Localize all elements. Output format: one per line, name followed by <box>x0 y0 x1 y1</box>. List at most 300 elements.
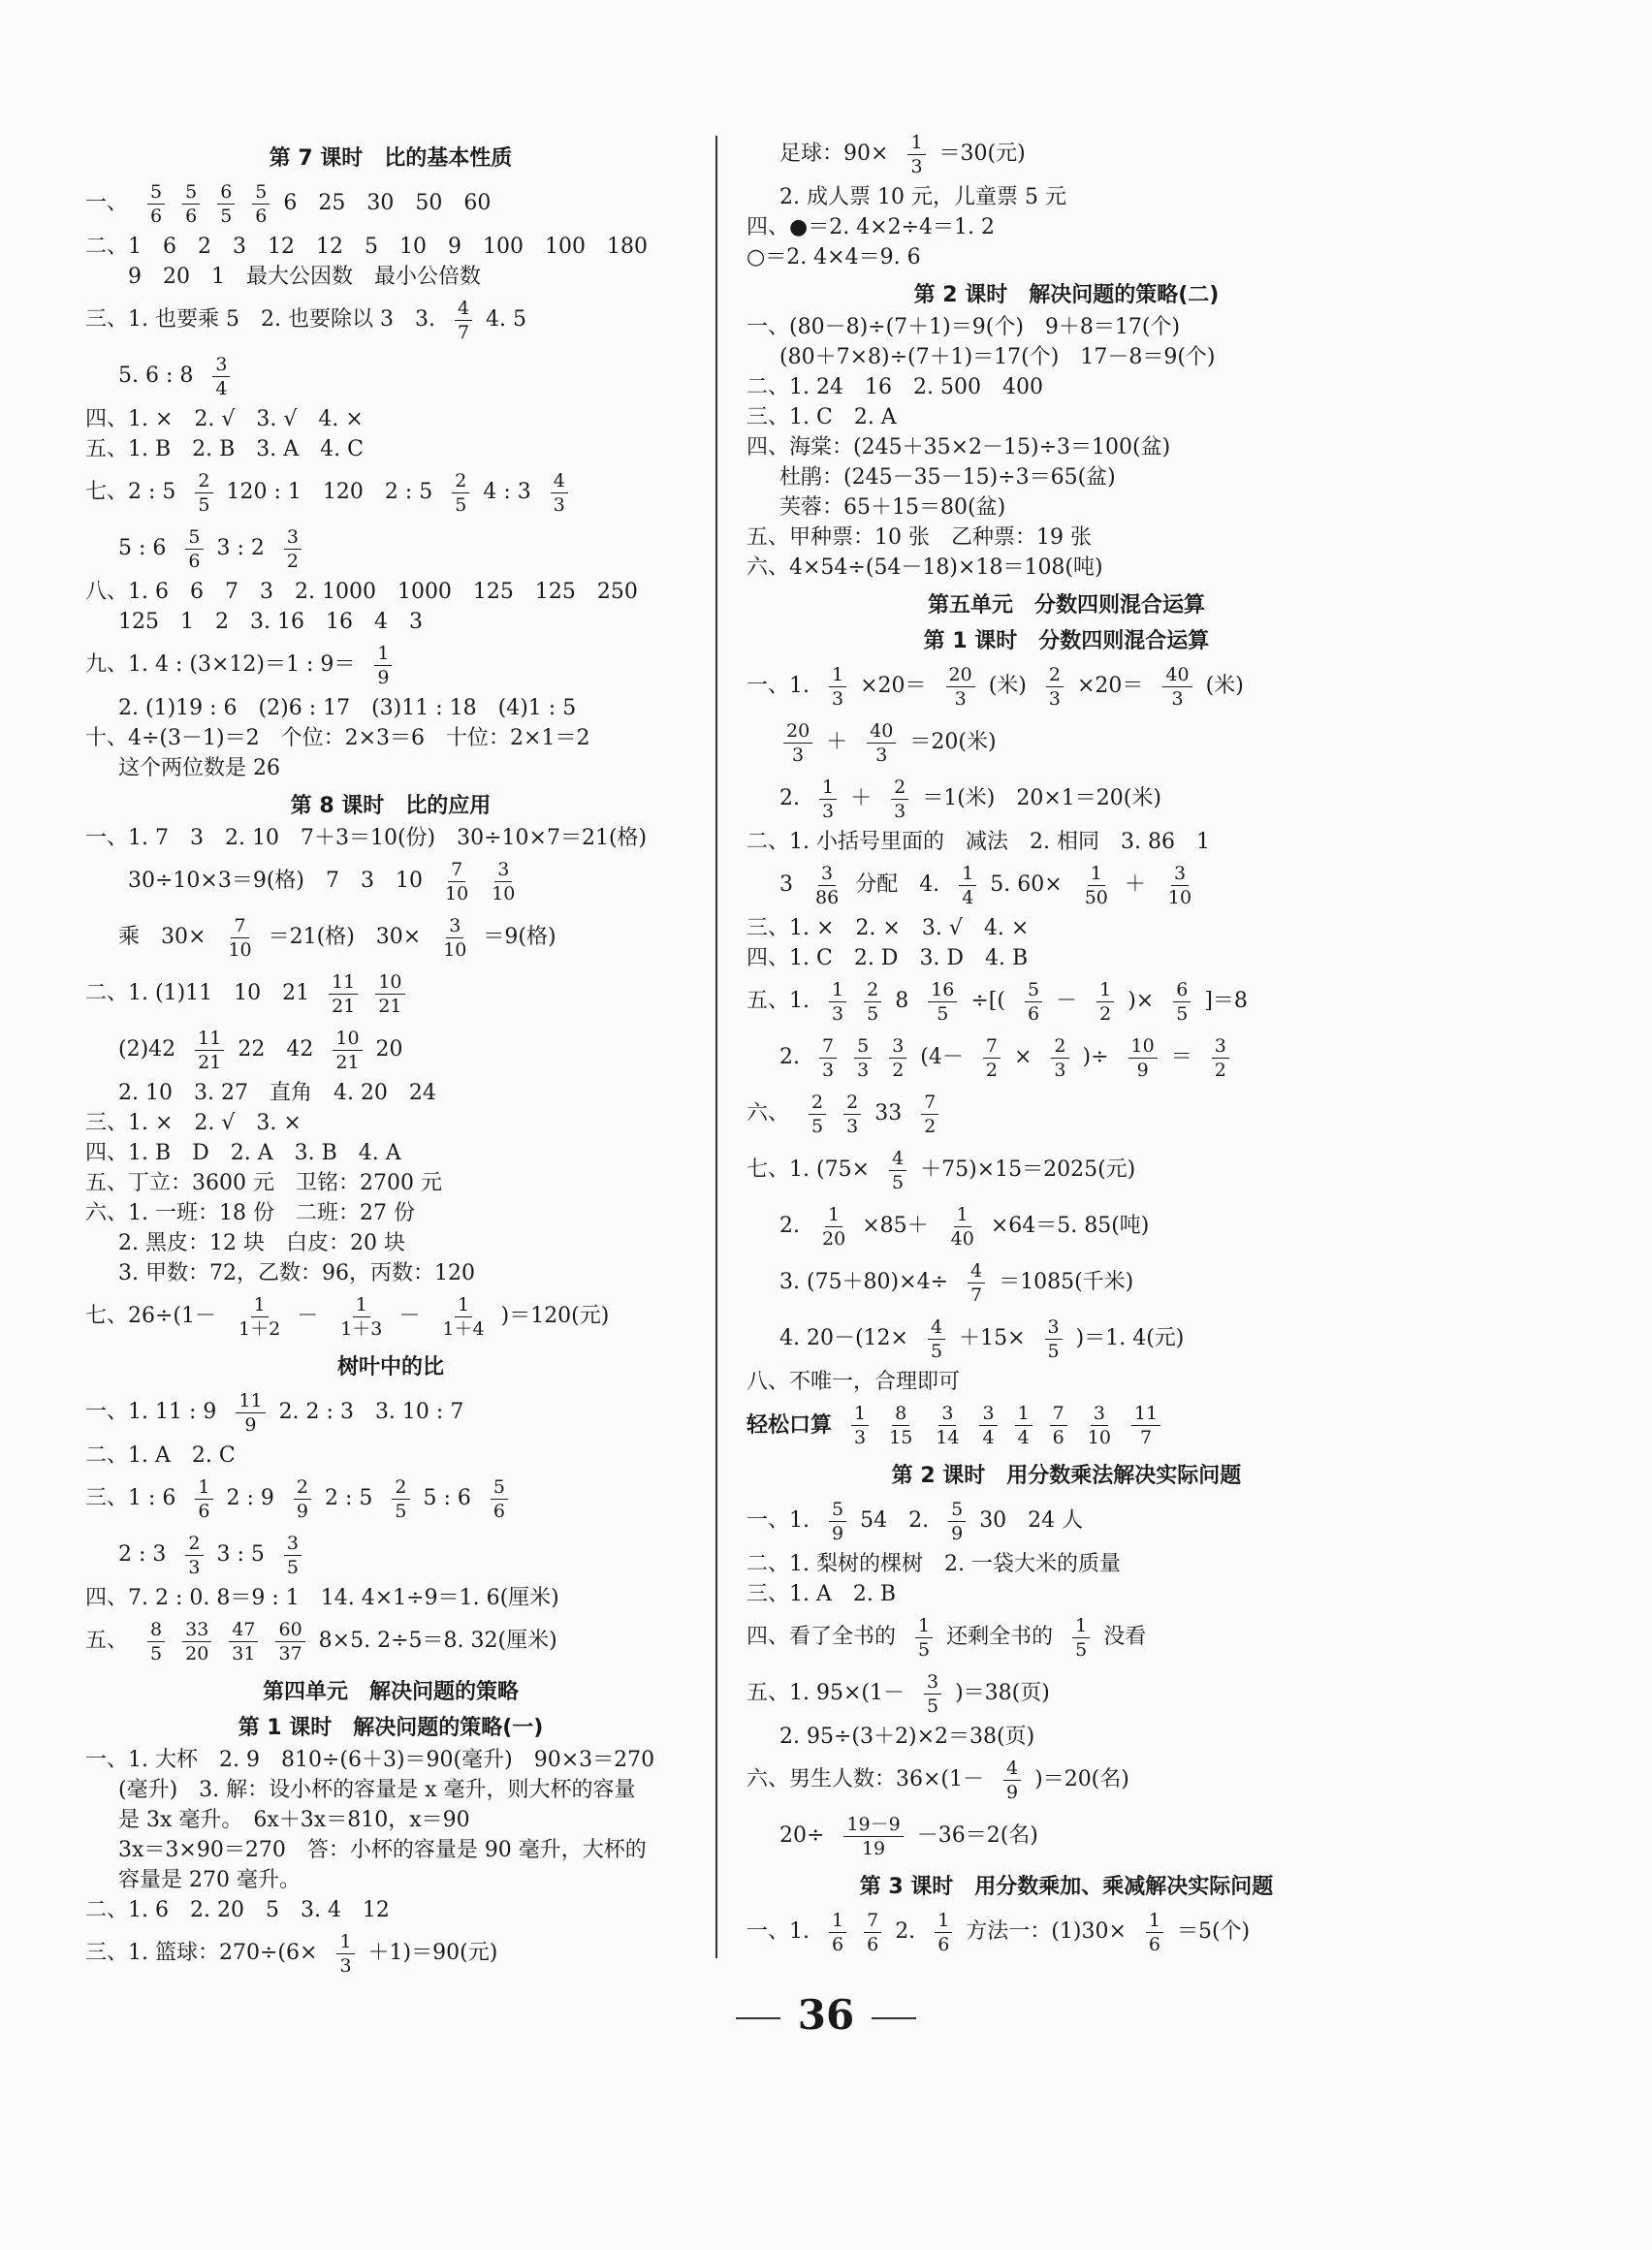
denominator: 5 <box>220 205 233 227</box>
denominator: 3 <box>954 687 967 710</box>
fraction-group <box>208 355 243 398</box>
fraction <box>452 471 469 515</box>
fraction-group <box>860 980 895 1024</box>
fraction-group <box>329 1029 375 1072</box>
denominator: 6 <box>1052 1426 1064 1448</box>
denominator: 14 <box>936 1426 960 1448</box>
numerator: 3 <box>212 355 230 377</box>
answer-text: 30 24 人 <box>979 1508 1084 1533</box>
answer-text: 二、1. (1)11 10 21 <box>85 981 310 1005</box>
fraction-group <box>825 980 860 1024</box>
fraction <box>1096 980 1114 1024</box>
fraction-group <box>438 860 485 903</box>
numerator: 3 <box>1212 1036 1229 1059</box>
numerator: 7 <box>231 916 248 938</box>
denominator: 3 <box>854 1426 867 1448</box>
numerator: 7 <box>921 1093 938 1115</box>
answer-line: 三、1. × 2. √ 3. × <box>85 1110 302 1135</box>
answer-text: 五、1. 95×(1－ <box>747 1681 905 1705</box>
denominator: 3 <box>188 1556 201 1578</box>
fraction-group <box>191 1477 226 1521</box>
answer-line: (毫升) 3. 解：设小杯的容量是 x 毫升，则大杯的容量 <box>118 1777 636 1802</box>
answer-line: 四、7. 2 : 0. 8＝9 : 1 14. 4×1÷9＝1. 6(厘米) <box>85 1585 559 1610</box>
fraction <box>864 980 881 1024</box>
answer-line: 一、1. 7 3 2. 10 7＋3＝10(份) 30÷10×7＝21(格) <box>85 825 648 850</box>
fraction-group <box>1169 980 1204 1024</box>
denominator: 6 <box>255 205 268 227</box>
numerator: 5 <box>182 182 200 205</box>
fraction <box>392 1477 409 1521</box>
fraction <box>440 916 469 960</box>
answer-line <box>747 973 1386 1030</box>
answer-line: 三、1. A 2. B <box>747 1581 897 1606</box>
fraction-group <box>917 1093 952 1136</box>
fraction <box>819 1205 848 1249</box>
answer-line: 二、1 6 2 3 12 12 5 10 9 100 100 180 <box>85 234 648 259</box>
answer-text: 一、1. <box>747 674 810 698</box>
numerator: 4 <box>455 299 472 321</box>
fraction-group <box>779 721 826 765</box>
numerator: 1 <box>851 1404 869 1426</box>
section-title: 树叶中的比 <box>336 1355 444 1379</box>
numerator: 33 <box>182 1620 211 1642</box>
fraction-group <box>370 644 405 687</box>
fraction-group <box>911 1616 946 1660</box>
fraction <box>891 777 908 821</box>
numerator: 1 <box>907 133 925 155</box>
fraction <box>195 1029 224 1072</box>
denominator: 6 <box>492 1500 505 1522</box>
denominator: 15 <box>889 1426 913 1448</box>
fraction-group <box>944 1500 979 1543</box>
denominator: 4 <box>1017 1426 1030 1448</box>
answer-text: 一、1. <box>747 1508 810 1533</box>
denominator: 3 <box>339 1954 352 1977</box>
section-title: 第五单元 分数四则混合运算 <box>927 593 1205 618</box>
numerator: 7 <box>983 1036 1001 1059</box>
fraction-group <box>840 1815 916 1858</box>
answer-line: 3x＝3×90＝270 答：小杯的容量是 90 毫升，大杯的 <box>118 1837 647 1862</box>
answer-text: 四、看了全书的 <box>747 1625 897 1649</box>
fraction <box>1128 1036 1158 1080</box>
fraction <box>1015 1404 1032 1447</box>
numerator: 3 <box>938 1404 956 1426</box>
fraction <box>819 777 837 821</box>
answer-text: 2. 2 : 3 3. 10 : 7 <box>278 1400 464 1424</box>
answer-line: 二、1. 6 2. 20 5 3. 4 12 <box>85 1897 390 1922</box>
fraction-group <box>815 1205 862 1249</box>
answer-text: )× <box>1128 989 1155 1013</box>
fraction <box>195 471 212 515</box>
denominator: 5 <box>455 493 467 516</box>
page-number-text: 36 <box>797 1991 855 2039</box>
answer-text: 3 : 5 <box>216 1542 265 1567</box>
fraction-group <box>979 1036 1014 1080</box>
fraction-group <box>371 972 418 1016</box>
answer-text: 六、 <box>747 1101 790 1125</box>
denominator: 5 <box>867 1002 879 1025</box>
fraction <box>928 980 957 1024</box>
denominator: 9 <box>1006 1781 1019 1803</box>
numerator: 2 <box>185 1534 203 1556</box>
answer-line: 容量是 270 毫升。 <box>118 1867 301 1892</box>
fraction-group <box>825 1500 860 1543</box>
fraction-group <box>885 1036 920 1080</box>
answer-line: (80＋7×8)÷(7＋1)＝17(个) 17－8＝9(个) <box>779 344 1216 369</box>
fraction-group <box>547 471 582 515</box>
fraction-group <box>850 1036 885 1080</box>
denominator: 10 <box>1087 1426 1111 1448</box>
fraction-group <box>904 133 938 176</box>
denominator: 3 <box>1054 1059 1066 1081</box>
fraction <box>924 1672 941 1716</box>
fraction <box>889 1149 906 1192</box>
fraction <box>1051 1036 1068 1080</box>
answer-text: ＝ <box>1170 1045 1192 1069</box>
numerator: 2 <box>392 1477 409 1500</box>
section-title: 第 2 课时 解决问题的策略(二) <box>913 283 1220 307</box>
fraction-group <box>181 1534 216 1577</box>
answer-text: 七、26÷(1－ <box>85 1304 217 1328</box>
answer-line: 这个两位数是 26 <box>118 755 280 780</box>
fraction-group <box>178 1620 225 1664</box>
answer-text: ＝1(米) 20×1＝20(米) <box>922 786 1161 810</box>
answer-line: 四、●＝2. 4×2÷4＝1. 2 <box>747 214 996 239</box>
denominator: 5 <box>937 1002 949 1025</box>
denominator: 6 <box>150 205 163 227</box>
fraction <box>1165 864 1194 907</box>
answer-line <box>747 714 1386 771</box>
fraction <box>889 1036 906 1080</box>
answer-line <box>85 521 696 577</box>
fraction-group <box>221 916 268 960</box>
numerator: 1 <box>1146 1911 1163 1933</box>
answer-text: 三、1 : 6 <box>85 1486 176 1510</box>
denominator: 10 <box>1167 886 1192 908</box>
denominator: 21 <box>332 995 356 1017</box>
numerator: 7 <box>448 860 465 882</box>
fraction-group <box>451 299 486 342</box>
numerator: 3 <box>446 916 463 938</box>
fraction <box>867 721 896 765</box>
fraction <box>217 182 235 226</box>
denominator: 37 <box>278 1642 302 1664</box>
answer-text: ]＝8 <box>1204 989 1248 1013</box>
answer-text: － <box>1056 989 1078 1013</box>
fraction <box>439 1295 487 1339</box>
numerator: 10 <box>333 1029 362 1051</box>
numerator: 1 <box>1088 864 1105 886</box>
answer-line <box>747 1254 1386 1311</box>
answer-text: 5 : 6 <box>423 1486 471 1510</box>
numerator: 1 <box>1015 1404 1032 1426</box>
denominator: 2 <box>1214 1059 1226 1081</box>
answer-text: － <box>297 1304 319 1328</box>
fraction-group <box>232 1391 278 1435</box>
answer-line: 一、1. 大杯 2. 9 810÷(6＋3)＝90(毫升) 90×3＝270 <box>85 1747 655 1772</box>
numerator: 40 <box>867 721 896 744</box>
answer-text: ＝21(格) 30× <box>268 925 422 949</box>
numerator: 1 <box>825 1205 842 1227</box>
denominator: 19 <box>861 1837 886 1859</box>
denominator: 20 <box>185 1642 209 1664</box>
numerator: 8 <box>147 1620 165 1642</box>
answer-text: 乘 30× <box>118 925 206 949</box>
numerator: 2 <box>1046 665 1064 687</box>
numerator: 3 <box>1091 1404 1108 1426</box>
fraction <box>275 1620 304 1664</box>
answer-line <box>85 348 696 404</box>
numerator: 10 <box>375 972 404 995</box>
numerator: 11 <box>329 972 358 995</box>
answer-text: ＝1085(千米) <box>999 1270 1134 1294</box>
section-title: 第 1 课时 解决问题的策略(一) <box>238 1716 544 1740</box>
fraction <box>1162 665 1191 709</box>
section-title: 第四单元 解决问题的策略 <box>262 1680 519 1704</box>
numerator: 2 <box>452 471 469 493</box>
numerator: 1 <box>829 665 846 687</box>
answer-line: 2. 95÷(3＋2)×2＝38(页) <box>779 1724 1035 1749</box>
answer-line <box>747 1665 1386 1722</box>
answer-text: 20 <box>375 1037 403 1062</box>
denominator: 2 <box>924 1115 937 1137</box>
fraction-group <box>924 1317 959 1361</box>
answer-line <box>747 771 1386 827</box>
fraction <box>1173 980 1191 1024</box>
answer-text: ＝20(米) <box>909 730 997 754</box>
answer-line <box>747 1030 1386 1086</box>
fraction-group <box>1093 980 1128 1024</box>
answer-line: 9 20 1 最大公因数 最小公倍数 <box>128 264 481 289</box>
fraction <box>783 721 812 765</box>
answer-line: 3. 甲数：72，乙数：96，丙数：120 <box>118 1260 475 1285</box>
answer-line <box>747 1397 1386 1453</box>
fraction-group <box>815 777 850 821</box>
fraction-group <box>1161 864 1208 907</box>
denominator: 5 <box>150 1642 163 1664</box>
answer-line <box>85 1925 696 1981</box>
answer-text: 3. (75＋80)×4÷ <box>779 1270 949 1294</box>
denominator: 3 <box>822 1059 835 1081</box>
answer-line <box>747 658 1386 714</box>
fraction <box>182 182 200 226</box>
answer-line: 二、1. 梨树的棵树 2. 一袋大米的质量 <box>747 1551 1121 1576</box>
fraction-group <box>448 471 483 515</box>
denominator: 86 <box>815 886 840 908</box>
numerator: 7 <box>819 1036 837 1059</box>
denominator: 31 <box>232 1642 256 1664</box>
numerator: 1 <box>336 1932 354 1954</box>
denominator: 21 <box>198 1051 222 1073</box>
fraction-group <box>860 1911 895 1954</box>
answer-line: 八、不唯一，合理即可 <box>747 1369 961 1394</box>
numerator: 20 <box>946 665 975 687</box>
answer-text: ＋ <box>850 786 873 810</box>
fraction-group <box>435 1295 500 1339</box>
fraction-group <box>885 1149 920 1192</box>
answer-text: 没看 <box>1103 1625 1147 1649</box>
denominator: 21 <box>335 1051 360 1073</box>
answer-text: (米) <box>988 674 1027 698</box>
numerator: 1 <box>353 1295 370 1317</box>
answer-text: 5. 6 : 8 <box>118 364 194 388</box>
fraction <box>1025 980 1042 1024</box>
numerator: 3 <box>284 527 302 550</box>
fraction <box>1003 1759 1021 1802</box>
numerator: 3 <box>284 1534 302 1556</box>
answer-line: 一、(80－8)÷(7＋1)＝9(个) 9＋8＝17(个) <box>747 314 1181 339</box>
denominator: 3 <box>875 744 888 766</box>
answer-line <box>747 1752 1386 1808</box>
numerator: 4 <box>889 1149 906 1171</box>
denominator: 3 <box>894 800 906 822</box>
numerator: 5 <box>491 1477 508 1500</box>
denominator: 3 <box>822 800 835 822</box>
answer-line: 2. 10 3. 27 直角 4. 20 24 <box>118 1080 436 1105</box>
answer-text: 三、1. 篮球：270÷(6× <box>85 1941 318 1965</box>
fraction <box>455 299 472 342</box>
answer-line: 五、丁立：3600 元 卫铭：2700 元 <box>85 1170 442 1195</box>
denominator: 5 <box>918 1638 931 1661</box>
answer-text: 还剩全书的 <box>946 1625 1054 1649</box>
fraction-group <box>1208 1036 1243 1080</box>
fraction <box>1050 1404 1067 1447</box>
numerator: 3 <box>889 1036 906 1059</box>
fraction <box>284 527 302 571</box>
numerator: 1 <box>251 1295 269 1317</box>
fraction <box>843 1093 861 1136</box>
fraction <box>829 665 846 709</box>
denominator: 1＋3 <box>340 1317 383 1340</box>
answer-text: ＋1)＝90(元) <box>367 1941 498 1965</box>
numerator: 40 <box>1162 665 1191 687</box>
section-title: 第 7 课时 比的基本性质 <box>269 146 513 171</box>
fraction <box>812 864 842 907</box>
answer-text: )÷ <box>1082 1045 1109 1069</box>
answer-line: 六、1. 一班：18 份 二班：27 份 <box>85 1200 415 1225</box>
answer-line: 六、4×54÷(54－18)×18＝108(吨) <box>747 555 1103 580</box>
answer-line: 五、1. B 2. B 3. A 4. C <box>85 436 364 461</box>
fraction <box>375 972 404 1016</box>
numerator: 2 <box>843 1093 861 1115</box>
denominator: 6 <box>937 1933 950 1955</box>
answer-text: (米) <box>1205 674 1244 698</box>
fraction-group <box>840 1093 874 1136</box>
denominator: 6 <box>198 1500 210 1522</box>
denominator: 7 <box>970 1283 983 1306</box>
fraction-group <box>436 916 483 960</box>
answer-text: 2. <box>779 1214 800 1238</box>
answer-text: 2. <box>895 1919 916 1944</box>
denominator: 5 <box>892 1171 905 1193</box>
numerator: 1 <box>829 1911 846 1933</box>
denominator: 5 <box>811 1115 824 1137</box>
fraction <box>1085 1404 1114 1447</box>
fraction-group <box>191 471 226 515</box>
denominator: 21 <box>378 995 402 1017</box>
numerator: 11 <box>236 1391 265 1413</box>
answer-text: 3 <box>779 872 793 897</box>
numerator: 7 <box>1050 1404 1067 1426</box>
fraction-group <box>825 665 860 709</box>
fraction-group <box>181 527 216 571</box>
answer-text: (4－ <box>920 1045 964 1069</box>
fraction <box>491 1477 508 1521</box>
denominator: 2 <box>1099 1002 1112 1025</box>
fraction-group <box>1142 1911 1177 1954</box>
answer-line <box>85 853 696 909</box>
numerator: 3 <box>979 1404 997 1426</box>
answer-line <box>747 1311 1386 1367</box>
numerator: 19－9 <box>843 1815 903 1837</box>
denominator: 3 <box>857 1059 870 1081</box>
answer-text: 三、1. 也要乘 5 2. 也要除以 3 3. <box>85 307 435 332</box>
numerator: 7 <box>864 1911 881 1933</box>
answer-text: 30÷10×3＝9(格) 7 3 10 <box>128 869 424 893</box>
numerator: 1 <box>1072 1616 1090 1638</box>
answer-line <box>747 126 1386 182</box>
answer-line <box>85 909 696 966</box>
answer-line: 三、1. × 2. × 3. √ 4. × <box>747 915 1030 940</box>
fraction <box>819 1036 837 1080</box>
answer-line: 是 3x 毫升。 6x＋3x＝810，x＝90 <box>118 1807 470 1832</box>
fraction <box>236 1295 283 1339</box>
fraction <box>854 1036 872 1080</box>
fraction-group <box>964 1261 999 1305</box>
fraction <box>979 1404 997 1447</box>
page-number <box>0 1991 1652 2039</box>
denominator: 4 <box>962 886 974 908</box>
numerator: 1 <box>195 1477 212 1500</box>
denominator: 3 <box>846 1115 859 1137</box>
answer-text: 足球：90× <box>779 142 889 166</box>
answer-line: 八、1. 6 6 7 3 2. 1000 1000 125 125 250 <box>85 579 638 604</box>
fraction <box>147 1620 165 1664</box>
denominator: 6 <box>1027 1002 1040 1025</box>
fraction-group <box>487 1477 522 1521</box>
answer-text: －36＝2(名) <box>916 1823 1038 1848</box>
denominator: 9 <box>296 1500 308 1522</box>
numerator: 1 <box>959 864 976 886</box>
denominator: 4 <box>215 377 228 399</box>
numerator: 3 <box>818 864 836 886</box>
answer-text: ＝9(格) <box>483 925 556 949</box>
fraction <box>928 1317 945 1361</box>
fraction <box>1082 864 1111 907</box>
answer-text: )＝120(元) <box>500 1304 610 1328</box>
fraction <box>336 1932 354 1976</box>
section-title: 第 2 课时 用分数乘法解决实际问题 <box>891 1464 1242 1488</box>
fraction <box>829 1911 846 1954</box>
numerator: 3 <box>1045 1317 1063 1340</box>
answer-text: (2)42 <box>118 1037 176 1062</box>
section-title: 第 3 课时 用分数乘加、乘减解决实际问题 <box>859 1875 1274 1899</box>
answer-text: 九、1. 4 : (3×12)＝1 : 9＝ <box>85 652 356 677</box>
denominator: 2 <box>286 550 299 572</box>
answer-line <box>85 1471 696 1527</box>
answer-text: ÷[( <box>970 989 1005 1013</box>
fraction <box>195 1477 212 1521</box>
answer-line <box>85 175 696 232</box>
answer-text: 2 : 5 <box>325 1486 373 1510</box>
answer-line <box>85 966 696 1022</box>
denominator: 3 <box>832 1002 844 1025</box>
section-title: 第 1 课时 分数四则混合运算 <box>923 629 1210 653</box>
denominator: 50 <box>1084 886 1108 908</box>
numerator: 1 <box>1096 980 1114 1002</box>
fraction <box>1131 1404 1160 1447</box>
fraction <box>946 665 975 709</box>
